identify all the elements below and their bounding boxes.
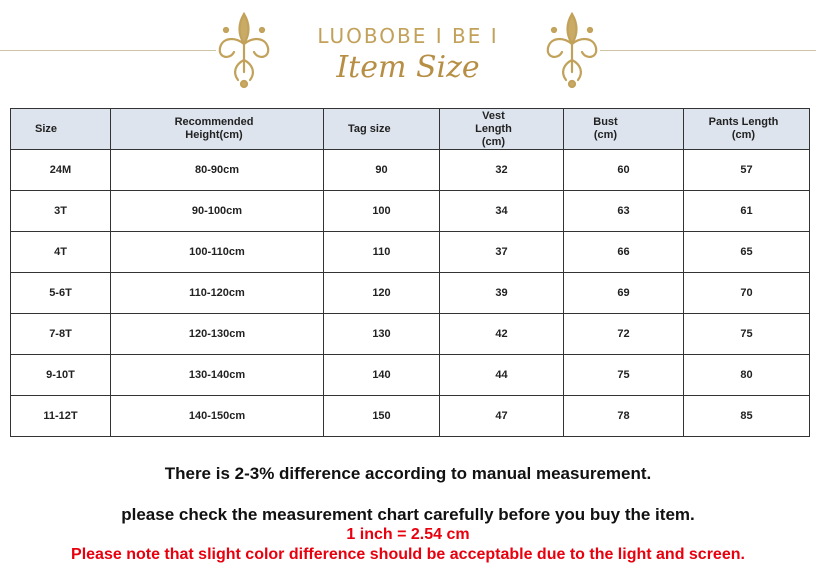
table-cell: 57 [684,150,810,191]
table-cell: 140-150cm [111,396,324,437]
column-header: Bust (cm) [564,109,684,150]
brand-name: LUOBOBE I BE I [317,24,499,48]
table-cell: 5-6T [11,273,111,314]
table-row [11,232,810,273]
table-row [11,273,810,314]
table-cell: 120 [324,273,440,314]
measurement-note: There is 2-3% difference according to manual measurement. [164,464,652,483]
table-cell: 44 [440,355,564,396]
table-cell: 37 [440,232,564,273]
table-cell: 130-140cm [111,355,324,396]
table-cell: 11-12T [11,396,111,437]
table-cell: 3T [11,191,111,232]
color-difference-note: Please note that slight color difference should be acceptable due to the light and screen. [71,546,745,563]
table-cell: 70 [684,273,810,314]
column-header: Recommended Height(cm) [111,109,324,150]
table-cell: 130 [324,314,440,355]
table-cell: 9-10T [11,355,111,396]
table-cell: 78 [564,396,684,437]
table-cell: 47 [440,396,564,437]
column-header: Vest Length (cm) [440,109,564,150]
table-cell: 72 [564,314,684,355]
table-cell: 80 [684,355,810,396]
table-cell: 7-8T [11,314,111,355]
table-row [11,150,810,191]
table-cell: 4T [11,232,111,273]
size-chart-table [10,108,810,437]
column-header: Tag size [324,109,440,150]
table-cell: 90 [324,150,440,191]
table-cell: 24M [11,150,111,191]
table-cell: 100 [324,191,440,232]
fleur-ornament-icon [212,10,276,90]
table-cell: 39 [440,273,564,314]
header [0,0,816,100]
table-row [11,314,810,355]
table-cell: 110-120cm [111,273,324,314]
table-cell: 75 [684,314,810,355]
page-title: Item Size [336,50,480,85]
table-header-row [11,109,810,150]
table-cell: 120-130cm [111,314,324,355]
table-cell: 65 [684,232,810,273]
table-cell: 42 [440,314,564,355]
table-cell: 66 [564,232,684,273]
fleur-ornament-icon [540,10,604,90]
table-cell: 85 [684,396,810,437]
table-cell: 100-110cm [111,232,324,273]
inch-conversion-note: 1 inch = 2.54 cm [346,526,470,543]
table-cell: 34 [440,191,564,232]
table-row [11,396,810,437]
table-cell: 110 [324,232,440,273]
table-cell: 69 [564,273,684,314]
table-cell: 150 [324,396,440,437]
check-chart-note: please check the measurement chart carefully before you buy the item. [121,505,695,524]
table-cell: 80-90cm [111,150,324,191]
decorative-rule-right [600,50,816,51]
column-header: Size [11,109,111,150]
table-cell: 63 [564,191,684,232]
table-row [11,191,810,232]
table-cell: 75 [564,355,684,396]
table-cell: 32 [440,150,564,191]
table-cell: 60 [564,150,684,191]
table-row [11,355,810,396]
table-cell: 90-100cm [111,191,324,232]
decorative-rule-left [0,50,216,51]
table-cell: 61 [684,191,810,232]
table-cell: 140 [324,355,440,396]
column-header: Pants Length (cm) [684,109,810,150]
